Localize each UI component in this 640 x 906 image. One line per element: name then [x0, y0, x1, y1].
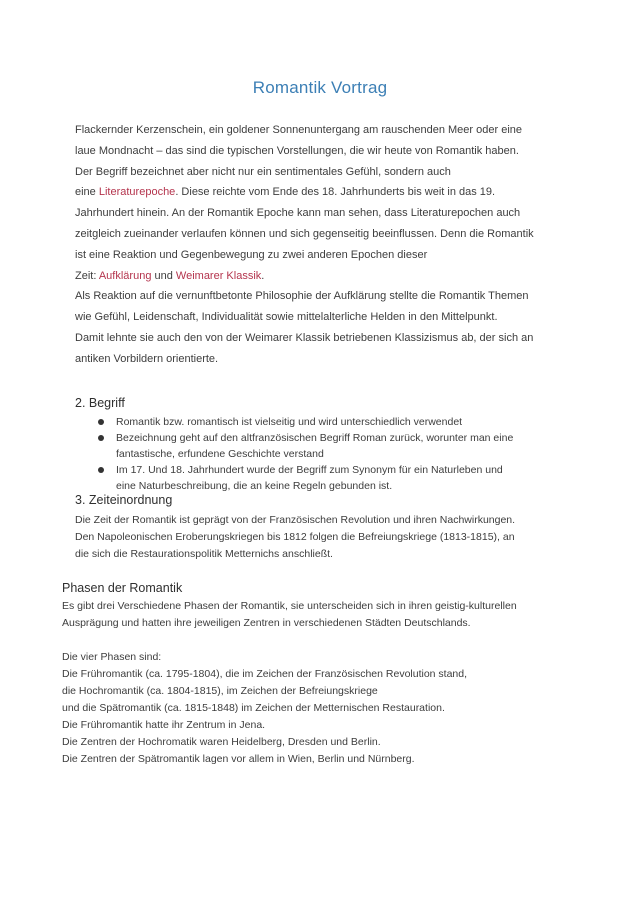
paragraph-line: Die vier Phasen sind:	[62, 651, 162, 663]
zeiteinordnung-paragraph	[75, 512, 575, 563]
list-item-line: Bezeichnung geht auf den altfranzösischen Begriff Roman zurück, worunter man eine	[116, 432, 514, 444]
intro-line: zeitgleich zueinander verlaufen können und sich gegenseitig beeinflussen. Denn die Romantik	[75, 227, 534, 240]
paragraph-line: und die Spätromantik (ca. 1815-1848) im Zeichen der Metternischen Restauration.	[62, 702, 445, 714]
paragraph-line: die sich die Restaurationspolitik Metternichs anschließt.	[75, 548, 333, 560]
section-heading-phasen: Phasen der Romantik	[62, 581, 183, 595]
intro-line	[75, 182, 575, 203]
section-heading-begriff: 2. Begriff	[75, 396, 125, 410]
list-item-line: Im 17. Und 18. Jahrhundert wurde der Begriff zum Synonym für ein Naturleben und	[116, 464, 503, 476]
paragraph-line: Die Zentren der Hochromatik waren Heidelberg, Dresden und Berlin.	[62, 736, 381, 748]
intro-line	[75, 266, 575, 287]
intro-line: Flackernder Kerzenschein, ein goldener Sonnenuntergang am rauschenden Meer oder eine	[75, 124, 523, 136]
begriff-bullet-list	[96, 414, 566, 494]
list-item	[96, 430, 566, 462]
paragraph-line: die Hochromantik (ca. 1804-1815), im Zeichen der Befreiungskriege	[62, 685, 378, 697]
text-segment: .	[261, 269, 265, 282]
text-segment: und	[151, 269, 176, 282]
intro-line: Der Begriff bezeichnet aber nicht nur ein sentimentales Gefühl, sondern auch	[75, 165, 451, 178]
paragraph-line: Die Zeit der Romantik ist geprägt von der Französischen Revolution und ihren Nachwirkungen.	[75, 514, 516, 526]
paragraph-line: Die Frühromantik hatte ihr Zentrum in Jena.	[62, 719, 266, 731]
list-item-line: eine Naturbeschreibung, die an keine Regeln gebunden ist.	[116, 480, 393, 492]
list-item-line: fantastische, erfundene Geschichte verstand	[116, 448, 324, 460]
text-segment: . Diese reichte vom Ende des 18. Jahrhunderts bis weit in das 19.	[175, 186, 496, 199]
link-aufklaerung[interactable]: Aufklärung	[98, 269, 152, 282]
paragraph-line: Ausprägung und hatten ihre jeweiligen Zentren in verschiedenen Städten Deutschlands.	[62, 617, 471, 629]
intro-line: ist eine Reaktion und Gegenbewegung zu zwei anderen Epochen dieser	[75, 248, 428, 261]
intro-line: antiken Vorbildern orientierte.	[75, 352, 219, 365]
paragraph-line: Die Zentren der Spätromantik lagen vor allem in Wien, Berlin und Nürnberg.	[62, 753, 415, 765]
list-item	[96, 462, 566, 494]
phasen-paragraph	[62, 598, 582, 768]
section-heading-zeiteinordnung: 3. Zeiteinordnung	[75, 493, 173, 507]
link-literaturepoche[interactable]: Literaturepoche	[98, 186, 176, 199]
list-item	[96, 414, 566, 430]
paragraph-line: Die Frühromantik (ca. 1795-1804), die im Zeichen der Französischen Revolution stand,	[62, 668, 468, 680]
list-item-line: Romantik bzw. romantisch ist vielseitig und wird unterschiedlich verwendet	[116, 416, 463, 428]
intro-paragraph	[75, 120, 575, 370]
link-weimarer-klassik[interactable]: Weimarer Klassik	[175, 269, 262, 282]
intro-line: Damit lehnte sie auch den von der Weimarer Klassik betriebenen Klassizismus ab, der sich an	[75, 331, 534, 344]
paragraph-line: Es gibt drei Verschiedene Phasen der Romantik, sie unterscheiden sich in ihren geistig-kulturellen	[62, 600, 517, 612]
intro-line: laue Mondnacht – das sind die typischen Vorstellungen, die wir heute von Romantik haben.	[75, 144, 519, 157]
intro-line: Jahrhundert hinein. An der Romantik Epoche kann man sehen, dass Literaturepochen auch	[75, 207, 521, 220]
intro-line: Als Reaktion auf die vernunftbetonte Philosophie der Aufklärung stellte die Romantik Themen	[75, 290, 529, 303]
spacer	[62, 632, 582, 649]
bullet-icon	[98, 435, 104, 441]
bullet-icon	[98, 467, 104, 473]
bullet-icon	[98, 419, 104, 425]
text-segment: Zeit:	[75, 269, 99, 282]
paragraph-line: Den Napoleonischen Eroberungskriegen bis 1812 folgen die Befreiungskriege (1813-1815), an	[75, 531, 515, 543]
intro-line: wie Gefühl, Leidenschaft, Individualität sowie mittelalterliche Helden in den Mittelpunkt.	[75, 311, 498, 324]
page-title: Romantik Vortrag	[252, 78, 388, 97]
text-segment: eine	[75, 186, 99, 199]
